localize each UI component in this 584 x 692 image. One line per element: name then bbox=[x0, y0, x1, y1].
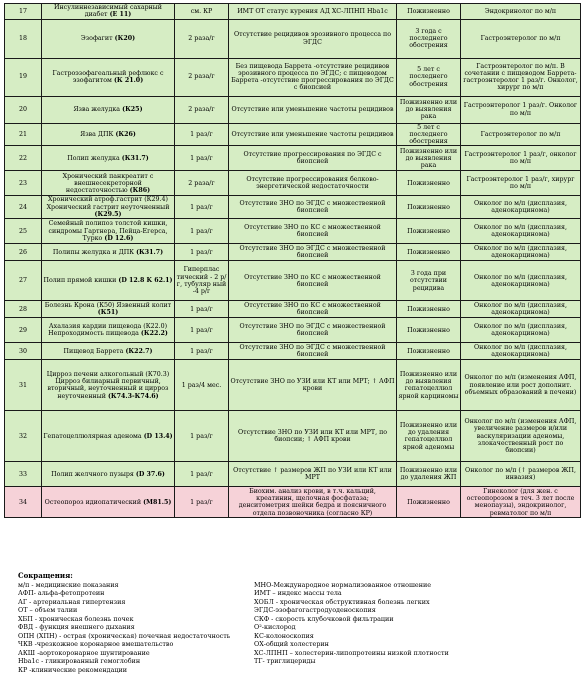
abbreviations-left-column bbox=[4, 581, 254, 675]
diagnosis-name: Полип прямой кишки bbox=[43, 277, 117, 285]
term-cell: Пожизненно bbox=[397, 219, 461, 244]
table-row bbox=[5, 411, 581, 462]
dispensary-table bbox=[4, 3, 581, 518]
diagnosis-name: Инсулиннезависимый сахарный диабет bbox=[53, 4, 163, 19]
abbreviation-item: Hba1c - гликированный гемоглобин bbox=[18, 657, 141, 666]
exam-cell: Отсутствие или уменьшение частоты рецидивов bbox=[229, 123, 397, 146]
diagnosis-cell bbox=[42, 19, 175, 58]
table-row bbox=[5, 343, 581, 360]
frequency-cell: 1 раз/г bbox=[175, 343, 229, 360]
abbreviation-item: ИМТ – индекс массы тела bbox=[254, 589, 342, 598]
row-number: 24 bbox=[5, 196, 42, 219]
term-cell: Пожизненно или до выявления гепатоцеллюл ярной карциномы bbox=[397, 360, 461, 411]
term-cell: 5 лет с последнего обострения bbox=[397, 58, 461, 96]
row-number: 31 bbox=[5, 360, 42, 411]
exam-cell: ИМТ ОТ статус курения АД ХС-ЛПНП Hba1c bbox=[229, 4, 397, 20]
diagnosis-cell bbox=[42, 318, 175, 343]
abbreviation-item: ОТ – объем талии bbox=[18, 606, 78, 615]
frequency-cell: 1 раз/г bbox=[175, 244, 229, 261]
specialist-cell: Гастроэнтеролог 1 раз/г, хирург по м/п bbox=[461, 171, 581, 196]
table-row bbox=[5, 96, 581, 123]
specialist-cell: Гастроэнтеролог 1 раз/г. Онколог по м/п bbox=[461, 96, 581, 123]
diagnosis-code: (К86) bbox=[129, 187, 151, 195]
specialist-cell: Онколог по м/п (дисплазия, аденокарцинома) bbox=[461, 301, 581, 318]
exam-cell: Отсутствие ЗНО по КС с множественной биопсией bbox=[229, 261, 397, 301]
table-row bbox=[5, 244, 581, 261]
specialist-cell: Эндокринолог по м/п bbox=[461, 4, 581, 20]
diagnosis-code: (К74.3-К74.6) bbox=[107, 392, 159, 400]
exam-cell: Отсутствие ↑ размеров ЖП по УЗИ или КТ или МРТ bbox=[229, 462, 397, 487]
diagnosis-cell bbox=[42, 123, 175, 146]
row-number: 30 bbox=[5, 343, 42, 360]
table-row bbox=[5, 4, 581, 20]
exam-cell: Отсутствие ЗНО по ЭГДС с множественной биопсией bbox=[229, 196, 397, 219]
diagnosis-code: (D 37.6) bbox=[135, 470, 165, 478]
term-cell: Пожизненно bbox=[397, 244, 461, 261]
abbreviation-item: АГ - артериальная гипертензия bbox=[18, 597, 126, 606]
diagnosis-name: Язва ДПК bbox=[80, 130, 114, 138]
diagnosis-code: (К31.7) bbox=[136, 248, 164, 256]
diagnosis-name: Эзофагит bbox=[80, 34, 113, 42]
diagnosis-name: Остеопороз идиопатический bbox=[44, 498, 142, 506]
term-cell: Пожизненно bbox=[397, 301, 461, 318]
row-number: 34 bbox=[5, 487, 42, 518]
table-row bbox=[5, 360, 581, 411]
frequency-cell: 1 раз/г bbox=[175, 196, 229, 219]
dispensary-table-wrapper bbox=[4, 3, 580, 518]
diagnosis-name: Пищевод Баррета bbox=[63, 347, 124, 355]
frequency-cell: 2 раза/г bbox=[175, 19, 229, 58]
specialist-cell: Гастроэнтеролог 1 раз/г, онколог по м/п bbox=[461, 146, 581, 171]
row-number: 28 bbox=[5, 301, 42, 318]
abbreviation-item: ХС-ЛПНП – холестерин-липопротеины низкой плотности bbox=[254, 648, 449, 657]
exam-cell: Отсутствие ЗНО по УЗИ или КТ или МРТ, по биопсии; ↑ АФП крови bbox=[229, 411, 397, 462]
row-number: 26 bbox=[5, 244, 42, 261]
exam-cell: Отсутствие ЗНО по УЗИ или КТ или МРТ; ↑ АФП крови bbox=[229, 360, 397, 411]
term-cell: 5 лет с последнего обострения bbox=[397, 123, 461, 146]
specialist-cell: Онколог по м/п (дисплазия, аденокарцинома) bbox=[461, 219, 581, 244]
table-row bbox=[5, 58, 581, 96]
table-row bbox=[5, 301, 581, 318]
exam-cell: Отсутствие рецидивов эрозивного процесса по ЭГДС bbox=[229, 19, 397, 58]
abbreviation-item: АКШ -аортокоронарное шунтирование bbox=[18, 648, 150, 657]
frequency-cell: 2 раза/г bbox=[175, 96, 229, 123]
diagnosis-name: Цирроз печени алкогольный (К70.3) Цирроз билиарный первичный, вторичный, неуточненный и цирроз неуточненный bbox=[46, 370, 170, 400]
row-number: 20 bbox=[5, 96, 42, 123]
table-row bbox=[5, 261, 581, 301]
frequency-cell: 1 раз/г bbox=[175, 411, 229, 462]
diagnosis-name: Гепатоцеллюлярная аденома bbox=[43, 432, 142, 440]
table-row bbox=[5, 123, 581, 146]
abbreviation-item: ХБП - хроническая болезнь почек bbox=[18, 614, 134, 623]
diagnosis-name: Болезнь Крона (К50) Язвенный колит bbox=[44, 302, 172, 310]
term-cell: Пожизненно bbox=[397, 343, 461, 360]
diagnosis-cell bbox=[42, 196, 175, 219]
abbreviation-item: ЧКВ -чрезкожное коронарное вмешательство bbox=[18, 640, 174, 649]
table-row bbox=[5, 19, 581, 58]
row-number: 27 bbox=[5, 261, 42, 301]
abbreviations-right-column bbox=[254, 581, 574, 675]
exam-cell: Отсутствие ЗНО по ЭГДС с множественной биопсией bbox=[229, 244, 397, 261]
diagnosis-name: Хронический атроф.гастрит (К29.4) Хронический гастрит неуточненный bbox=[46, 196, 170, 211]
row-number: 17 bbox=[5, 4, 42, 20]
diagnosis-name: Гастроэзофагеальный рефлюкс с эзофагитом bbox=[52, 69, 164, 85]
exam-cell: Отсутствие прогрессирования белково-энергетической недостаточности bbox=[229, 171, 397, 196]
diagnosis-cell bbox=[42, 462, 175, 487]
row-number: 33 bbox=[5, 462, 42, 487]
diagnosis-code: (К22.7) bbox=[125, 347, 153, 355]
specialist-cell: Онколог по м/п (изменения АФП, увеличение размеров и/или васкуляризации аденомы, злокачественный рост по биопсии) bbox=[461, 411, 581, 462]
specialist-cell: Гинеколог (для жен. с остеопорозом в теч. 3 лет после менопаузы), эндокринолог, ревматолог по м/п bbox=[461, 487, 581, 518]
row-number: 18 bbox=[5, 19, 42, 58]
term-cell: Пожизненно или до удаления ЖП bbox=[397, 462, 461, 487]
frequency-cell: см. КР bbox=[175, 4, 229, 20]
diagnosis-name: Язва желудка bbox=[73, 105, 121, 113]
diagnosis-cell bbox=[42, 58, 175, 96]
frequency-cell: 1 раз/г bbox=[175, 301, 229, 318]
diagnosis-cell bbox=[42, 96, 175, 123]
term-cell: 3 года с последнего обострения bbox=[397, 19, 461, 58]
abbreviation-item: ФВД - функция внешнего дыхания bbox=[18, 623, 135, 632]
exam-cell: Отсутствие прогрессирования по ЭГДС с биопсией bbox=[229, 146, 397, 171]
term-cell: Пожизненно bbox=[397, 171, 461, 196]
abbreviation-item: СКФ - скорость клубочковой фильтрации bbox=[254, 614, 394, 623]
diagnosis-code: (D 12.6) bbox=[104, 235, 134, 243]
diagnosis-code: (D 12.8 K 62.1) bbox=[118, 277, 173, 285]
frequency-cell: 2 раза/г bbox=[175, 58, 229, 96]
term-cell: Пожизненно или до выявления рака bbox=[397, 146, 461, 171]
table-row bbox=[5, 318, 581, 343]
row-number: 25 bbox=[5, 219, 42, 244]
abbreviation-item: КР -клинические рекомендации bbox=[18, 666, 128, 675]
specialist-cell: Онколог по м/п (↑ размеров ЖП, инвазия) bbox=[461, 462, 581, 487]
diagnosis-code: (К31.7) bbox=[121, 154, 149, 162]
frequency-cell: 1 раз/г bbox=[175, 146, 229, 171]
table-row bbox=[5, 462, 581, 487]
diagnosis-name: Полип желудка bbox=[67, 154, 120, 162]
diagnosis-name: Полипы желудка и ДПК bbox=[52, 248, 135, 256]
abbreviation-item: ТГ- триглицериды bbox=[254, 657, 316, 666]
exam-cell: Отсутствие ЗНО по ЭГДС с множественной биопсией bbox=[229, 318, 397, 343]
frequency-cell: 1 раз/г bbox=[175, 219, 229, 244]
table-row bbox=[5, 487, 581, 518]
abbreviation-item: АФП- альфа-фетопротеин bbox=[18, 589, 105, 598]
diagnosis-name: Семейный полипоз толстой кишки, синдромы Гартнера, Пейца-Егерса, Турко bbox=[48, 220, 168, 243]
exam-cell: Отсутствие ЗНО по КС с множественной биопсией bbox=[229, 219, 397, 244]
frequency-cell: 1 раз/4 мес. bbox=[175, 360, 229, 411]
term-cell: Пожизненно bbox=[397, 487, 461, 518]
abbreviation-item: КС-колоноскопия bbox=[254, 631, 314, 640]
term-cell: Пожизненно bbox=[397, 318, 461, 343]
diagnosis-cell bbox=[42, 146, 175, 171]
diagnosis-code: (К51) bbox=[97, 309, 119, 317]
diagnosis-name: Хронический панкреатит с внешнесекреторной недостаточностью bbox=[62, 172, 154, 195]
term-cell: Пожизненно bbox=[397, 4, 461, 20]
diagnosis-name: Полип желчного пузыря bbox=[51, 470, 134, 478]
exam-cell: Без пищевода Баррета -отсутствие рецидивов эрозивного процесса по ЭГДС; с пищеводом Баррета -отсутствие прогрессирования по ЭГДС с биопсией bbox=[229, 58, 397, 96]
abbreviation-item: ОПН (ХПН) - острая (хроническая) почечная недостаточность bbox=[18, 631, 231, 640]
diagnosis-code: (К22.2) bbox=[140, 330, 168, 338]
abbreviation-item: МНО-Международное нормализованное отношение bbox=[254, 580, 432, 589]
table-row bbox=[5, 196, 581, 219]
term-cell: Пожизненно или до выявления рака bbox=[397, 96, 461, 123]
row-number: 29 bbox=[5, 318, 42, 343]
exam-cell: Отсутствие ЗНО по КС с множественной биопсией bbox=[229, 301, 397, 318]
row-number: 32 bbox=[5, 411, 42, 462]
term-cell: Пожизненно bbox=[397, 196, 461, 219]
diagnosis-code: (D 13.4) bbox=[143, 432, 173, 440]
diagnosis-code: (Е 11) bbox=[109, 11, 132, 19]
diagnosis-code: (К20) bbox=[114, 34, 136, 42]
diagnosis-cell bbox=[42, 360, 175, 411]
abbreviation-item: м/п - медицинские показания bbox=[18, 580, 119, 589]
term-cell: 3 года при отсутствии рецидива bbox=[397, 261, 461, 301]
frequency-cell: 1 раз/г bbox=[175, 123, 229, 146]
diagnosis-cell bbox=[42, 487, 175, 518]
diagnosis-code: (К26) bbox=[115, 130, 136, 138]
diagnosis-code: (К29.5) bbox=[94, 211, 122, 219]
diagnosis-cell bbox=[42, 411, 175, 462]
diagnosis-name: Ахалазия кардии пищевода (К22.0) Непроходимость пищевода bbox=[48, 323, 168, 338]
abbreviation-item: ХОБЛ - хроническая обструктивная болезнь легких bbox=[254, 597, 430, 606]
diagnosis-cell bbox=[42, 244, 175, 261]
row-number: 22 bbox=[5, 146, 42, 171]
diagnosis-cell bbox=[42, 301, 175, 318]
specialist-cell: Онколог по м/п (дисплазия, аденокарцинома) bbox=[461, 261, 581, 301]
frequency-cell: 1 раз/г bbox=[175, 462, 229, 487]
frequency-cell: 2 раза/г bbox=[175, 171, 229, 196]
specialist-cell: Гастроэнтеролог по м/п bbox=[461, 123, 581, 146]
term-cell: Пожизненно или до удаления гепатоцеллюл ярной аденомы bbox=[397, 411, 461, 462]
frequency-cell: 1 раз/г bbox=[175, 318, 229, 343]
exam-cell: Биохим. анализ крови, в т.ч. кальций, креатинин, щелочная фосфатаза; денситометрия шейки бедра и поясничного отдела позвоночника (согласно КР) bbox=[229, 487, 397, 518]
exam-cell: Отсутствие ЗНО по ЭГДС с множественной биопсией bbox=[229, 343, 397, 360]
table-row bbox=[5, 146, 581, 171]
table-row bbox=[5, 219, 581, 244]
table-row bbox=[5, 171, 581, 196]
frequency-cell: Гиперплас тический - 2 р/г, тубуляр ный -4 р/г bbox=[175, 261, 229, 301]
diagnosis-code: (К 21.0) bbox=[113, 77, 144, 85]
specialist-cell: Онколог по м/п (изменения АФП, появление или рост дополнит. объемных образований в печени) bbox=[461, 360, 581, 411]
diagnosis-code: (К25) bbox=[122, 105, 143, 113]
specialist-cell: Онколог по м/п (дисплазия, аденокарцинома) bbox=[461, 244, 581, 261]
row-number: 21 bbox=[5, 123, 42, 146]
specialist-cell: Онколог по м/п (дисплазия, аденокарцинома) bbox=[461, 343, 581, 360]
exam-cell: Отсутствие или уменьшение частоты рецидивов bbox=[229, 96, 397, 123]
diagnosis-code: (М81.5) bbox=[143, 498, 172, 506]
specialist-cell: Гастроэнтеролог по м/п. В сочетании с пищеводом Баррета-гастроэнтеролог 1 раз/г. Онколог, хирург по м/п bbox=[461, 58, 581, 96]
abbreviations-block bbox=[4, 572, 580, 675]
row-number: 19 bbox=[5, 58, 42, 96]
diagnosis-cell bbox=[42, 343, 175, 360]
specialist-cell: Онколог по м/п (дисплазия, аденокарцинома) bbox=[461, 318, 581, 343]
specialist-cell: Гастроэнтеролог по м/п bbox=[461, 19, 581, 58]
diagnosis-cell bbox=[42, 4, 175, 20]
row-number: 23 bbox=[5, 171, 42, 196]
abbreviation-item: ОХ-общий холестерин bbox=[254, 640, 329, 649]
abbreviations-title: Сокращения: bbox=[18, 571, 73, 580]
frequency-cell: 1 раз/г bbox=[175, 487, 229, 518]
specialist-cell: Онколог по м/п (дисплазия, аденокарцинома) bbox=[461, 196, 581, 219]
diagnosis-cell bbox=[42, 219, 175, 244]
diagnosis-cell bbox=[42, 171, 175, 196]
abbreviation-item: ЭГДС-эзофагогастродуоденоскопия bbox=[254, 606, 376, 615]
abbreviation-item: О²-кислород bbox=[254, 623, 296, 632]
diagnosis-cell bbox=[42, 261, 175, 301]
